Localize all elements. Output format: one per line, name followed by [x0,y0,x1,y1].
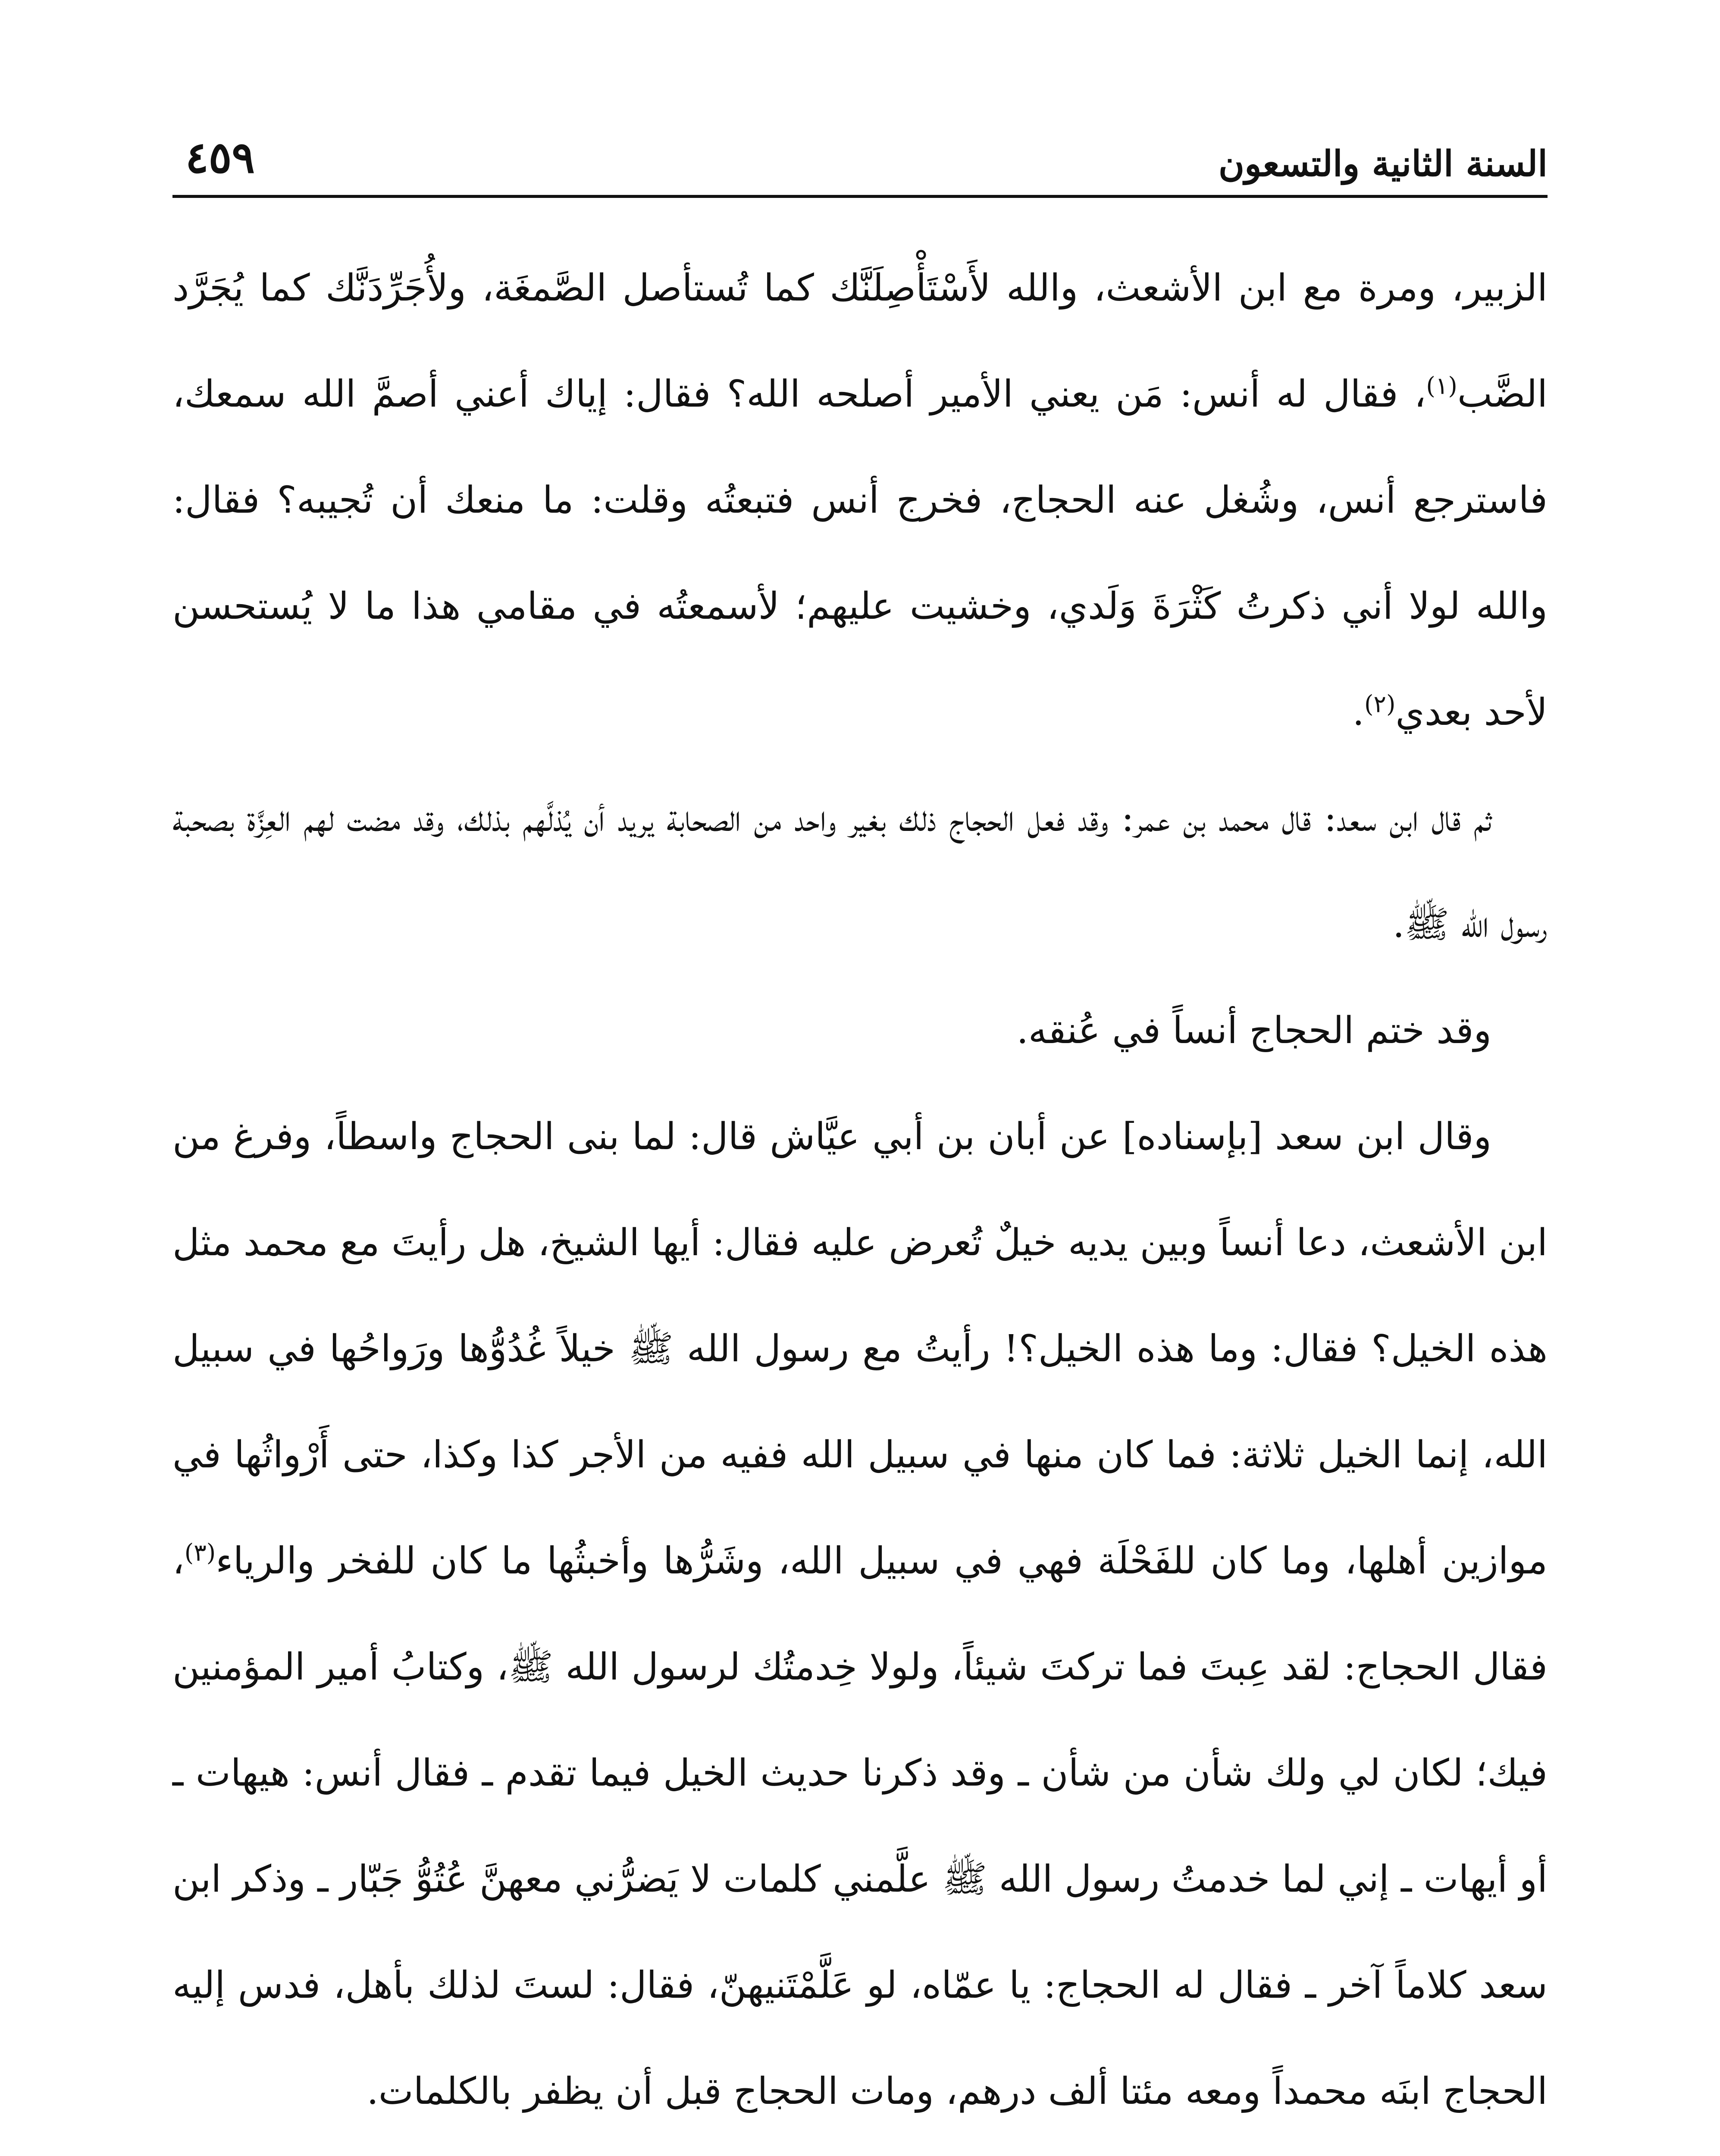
paragraph-text: ، فقال الحجاج: لقد عِبتَ فما تركتَ شيئاً، ولولا خِدمتُك لرسول الله ﷺ، وكتابُ أمير المؤمنين فيك؛ لكان لي ولك شأن من شأن ـ وقد ذكرنا حديث الخيل فيما تقدم ـ فقال أنس: هيهات ـ أو أيهات ـ إني لما خدمتُ رسول الله ﷺ علَّمني كلمات لا يَضرُّني معهنَّ عُتُوُّ جَبّار ـ وذكر ابن سعد كلاماً آخر ـ فقال له الحجاج: يا عمّاه، لو عَلَّمْتَنيهنّ، فقال: لستَ لذلك بأهل، فدس إليه الحجاج ابنَه محمداً ومعه مئتا ألف درهم، ومات الحجاج قبل أن يظفر بالكلمات. [172,1539,1548,2113]
page-header [172,129,1548,194]
paragraph-text: ، فقال له أنس: مَن يعني الأمير أصلحه الله؟ فقال: إياك أعني أصمَّ الله سمعك، فاسترجع أنس، وشُغل عنه الحجاج، فخرج أنس فتبعتُه وقلت: ما منعك أن تُجيبه؟ فقال: والله لولا أني ذكرتُ كَثْرَةَ وَلَدي، وخشيت عليهم؛ لأسمعتُه في مقامي هذا ما لا يُستحسن لأحد بعدي [172,373,1548,734]
paragraph [172,765,1548,978]
footnote-marker: (١) [1426,372,1457,400]
header-divider [172,195,1548,198]
paragraph [172,978,1548,1084]
paragraph-text: . [1352,691,1364,734]
paragraph [172,1084,1548,2144]
footnote-marker: (٣) [184,1539,216,1567]
main-text [172,235,1548,2144]
footnote-marker: (٢) [1364,690,1396,718]
paragraph-text: وقال ابن سعد [بإسناده] عن أبان بن أبي عيَّاش قال: لما بنى الحجاج واسطاً، وفرغ من ابن الأشعث، دعا أنساً وبين يديه خيلٌ تُعرض عليه فقال: أيها الشيخ، هل رأيتَ مع محمد مثل هذه الخيل؟ فقال: وما هذه الخيل؟! رأيتُ مع رسول الله ﷺ خيلاً غُدُوُّها ورَواحُها في سبيل الله، إنما الخيل ثلاثة: فما كان منها في سبيل الله ففيه من الأجر كذا وكذا، حتى أَرْواثُها في موازين أهلها، وما كان للفَحْلَة فهي في سبيل الله، وشَرُّها وأخبثُها ما كان للفخر والرياء [172,1115,1548,1583]
page-number: ٤٥٩ [185,132,255,183]
paragraph-text: ثم قال ابن سعد: قال محمد بن عمر: وقد فعل الحجاج ذلك بغير واحد من الصحابة يريد أن يُذلَّهم بذلك، وقد مضت لهم العِزَّة بصحبة رسول الله ﷺ. [172,797,1548,946]
running-title: السنة الثانية والتسعون [1218,143,1548,185]
paragraph [172,235,1548,765]
paragraph-text: وقد ختم الحجاج أنساً في عُنقه. [1016,1009,1491,1052]
paragraph-text: الزبير، ومرة مع ابن الأشعث، والله لأَسْتَأْصِلَنَّك كما تُستأصل الصَّمغَة، ولأُجَرِّدَنَّك كما يُجَرَّد الضَّب [172,266,1548,416]
